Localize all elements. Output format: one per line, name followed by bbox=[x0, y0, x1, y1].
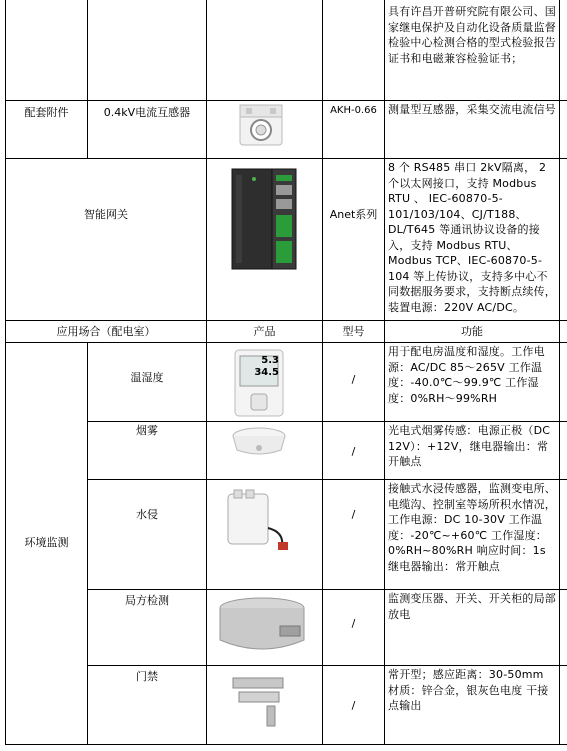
rule bbox=[384, 0, 385, 745]
env-item-model: / bbox=[351, 373, 356, 387]
humidity-readout: 34.5 bbox=[254, 367, 279, 378]
env-item-model: / bbox=[351, 445, 356, 459]
door-sensor-image bbox=[227, 672, 297, 736]
smart-gateway-image bbox=[230, 165, 298, 277]
env-item-model: / bbox=[351, 699, 356, 713]
header-function: 功能 bbox=[461, 324, 483, 338]
current-transformer-image bbox=[236, 103, 286, 153]
env-item-description: 用于配电房温度和湿度。工作电源：AC/DC 85～265V 工作温度：-40.0℃～99.9℃ 工作湿度：0%RH～99%RH bbox=[388, 345, 545, 405]
ct-model: AKH-0.66 bbox=[330, 105, 377, 117]
partial-discharge-sensor-image bbox=[212, 592, 314, 666]
header-application: 应用场合（配电室） bbox=[56, 324, 156, 338]
env-item-name: 烟雾 bbox=[136, 424, 158, 438]
rule bbox=[206, 0, 207, 745]
rule bbox=[87, 0, 88, 159]
cert-description: 具有许昌开普研究院有限公司、国家继电保护及自动化设备质量监督检验中心检测合格的型式检验报告证书和电磁兼容检验证书； bbox=[388, 5, 556, 65]
env-item-model: / bbox=[351, 617, 356, 631]
gateway-description: 8 个 RS485 串口 2kV隔离， 2 个以太网接口，支持 Modbus RTU 、 IEC-60870-5-101/103/104、CJ/T188、DL/T645 等通讯协议设备的接入，支持 Modbus RTU、Modbus TCP、IEC-60870-5-104 等上传协议，支持多中心不同数据服务要求，支持断点续传，装置电源：220V AC/DC。 bbox=[388, 161, 556, 314]
env-item-name: 温湿度 bbox=[130, 371, 164, 385]
header-product: 产品 bbox=[253, 324, 276, 338]
ct-product-name: 0.4kV电流互感器 bbox=[103, 106, 191, 120]
env-category: 环境监测 bbox=[24, 536, 69, 550]
env-item-description: 接触式水浸传感器，监测变电所、电缆沟、控制室等场所积水情况，工作电源：DC 10-30V 工作温度：-20℃~+60℃ 工作湿度：0%RH~80%RH 响应时间：1s 继电器输出：常开触点 bbox=[388, 482, 556, 573]
rule bbox=[559, 0, 560, 745]
ct-description: 测量型互感器，采集交流电流信号 bbox=[388, 103, 556, 116]
env-item-description: 监测变压器、开关、开关柜的局部放电 bbox=[388, 592, 556, 621]
header-model: 型号 bbox=[342, 324, 365, 338]
temp-readout: 5.3 bbox=[261, 355, 279, 366]
env-item-model: / bbox=[351, 508, 356, 522]
env-item-description: 光电式烟雾传感：电源正极（DC 12V）：+12V，继电器输出：常开触点 bbox=[388, 424, 551, 468]
env-item-name: 水侵 bbox=[136, 508, 158, 522]
accessory-category: 配套附件 bbox=[24, 106, 69, 120]
rule bbox=[5, 744, 567, 745]
env-item-name: 门禁 bbox=[136, 670, 158, 684]
env-item-name: 局方检测 bbox=[125, 594, 169, 608]
water-sensor-image bbox=[224, 488, 304, 560]
gateway-name: 智能网关 bbox=[84, 208, 128, 222]
env-item-description: 常开型；感应距离：30-50mm 材质：锌合金，银灰色电度 干接点输出 bbox=[388, 668, 549, 712]
smoke-detector-image bbox=[229, 424, 289, 464]
gateway-model: Anet系列 bbox=[329, 208, 378, 222]
